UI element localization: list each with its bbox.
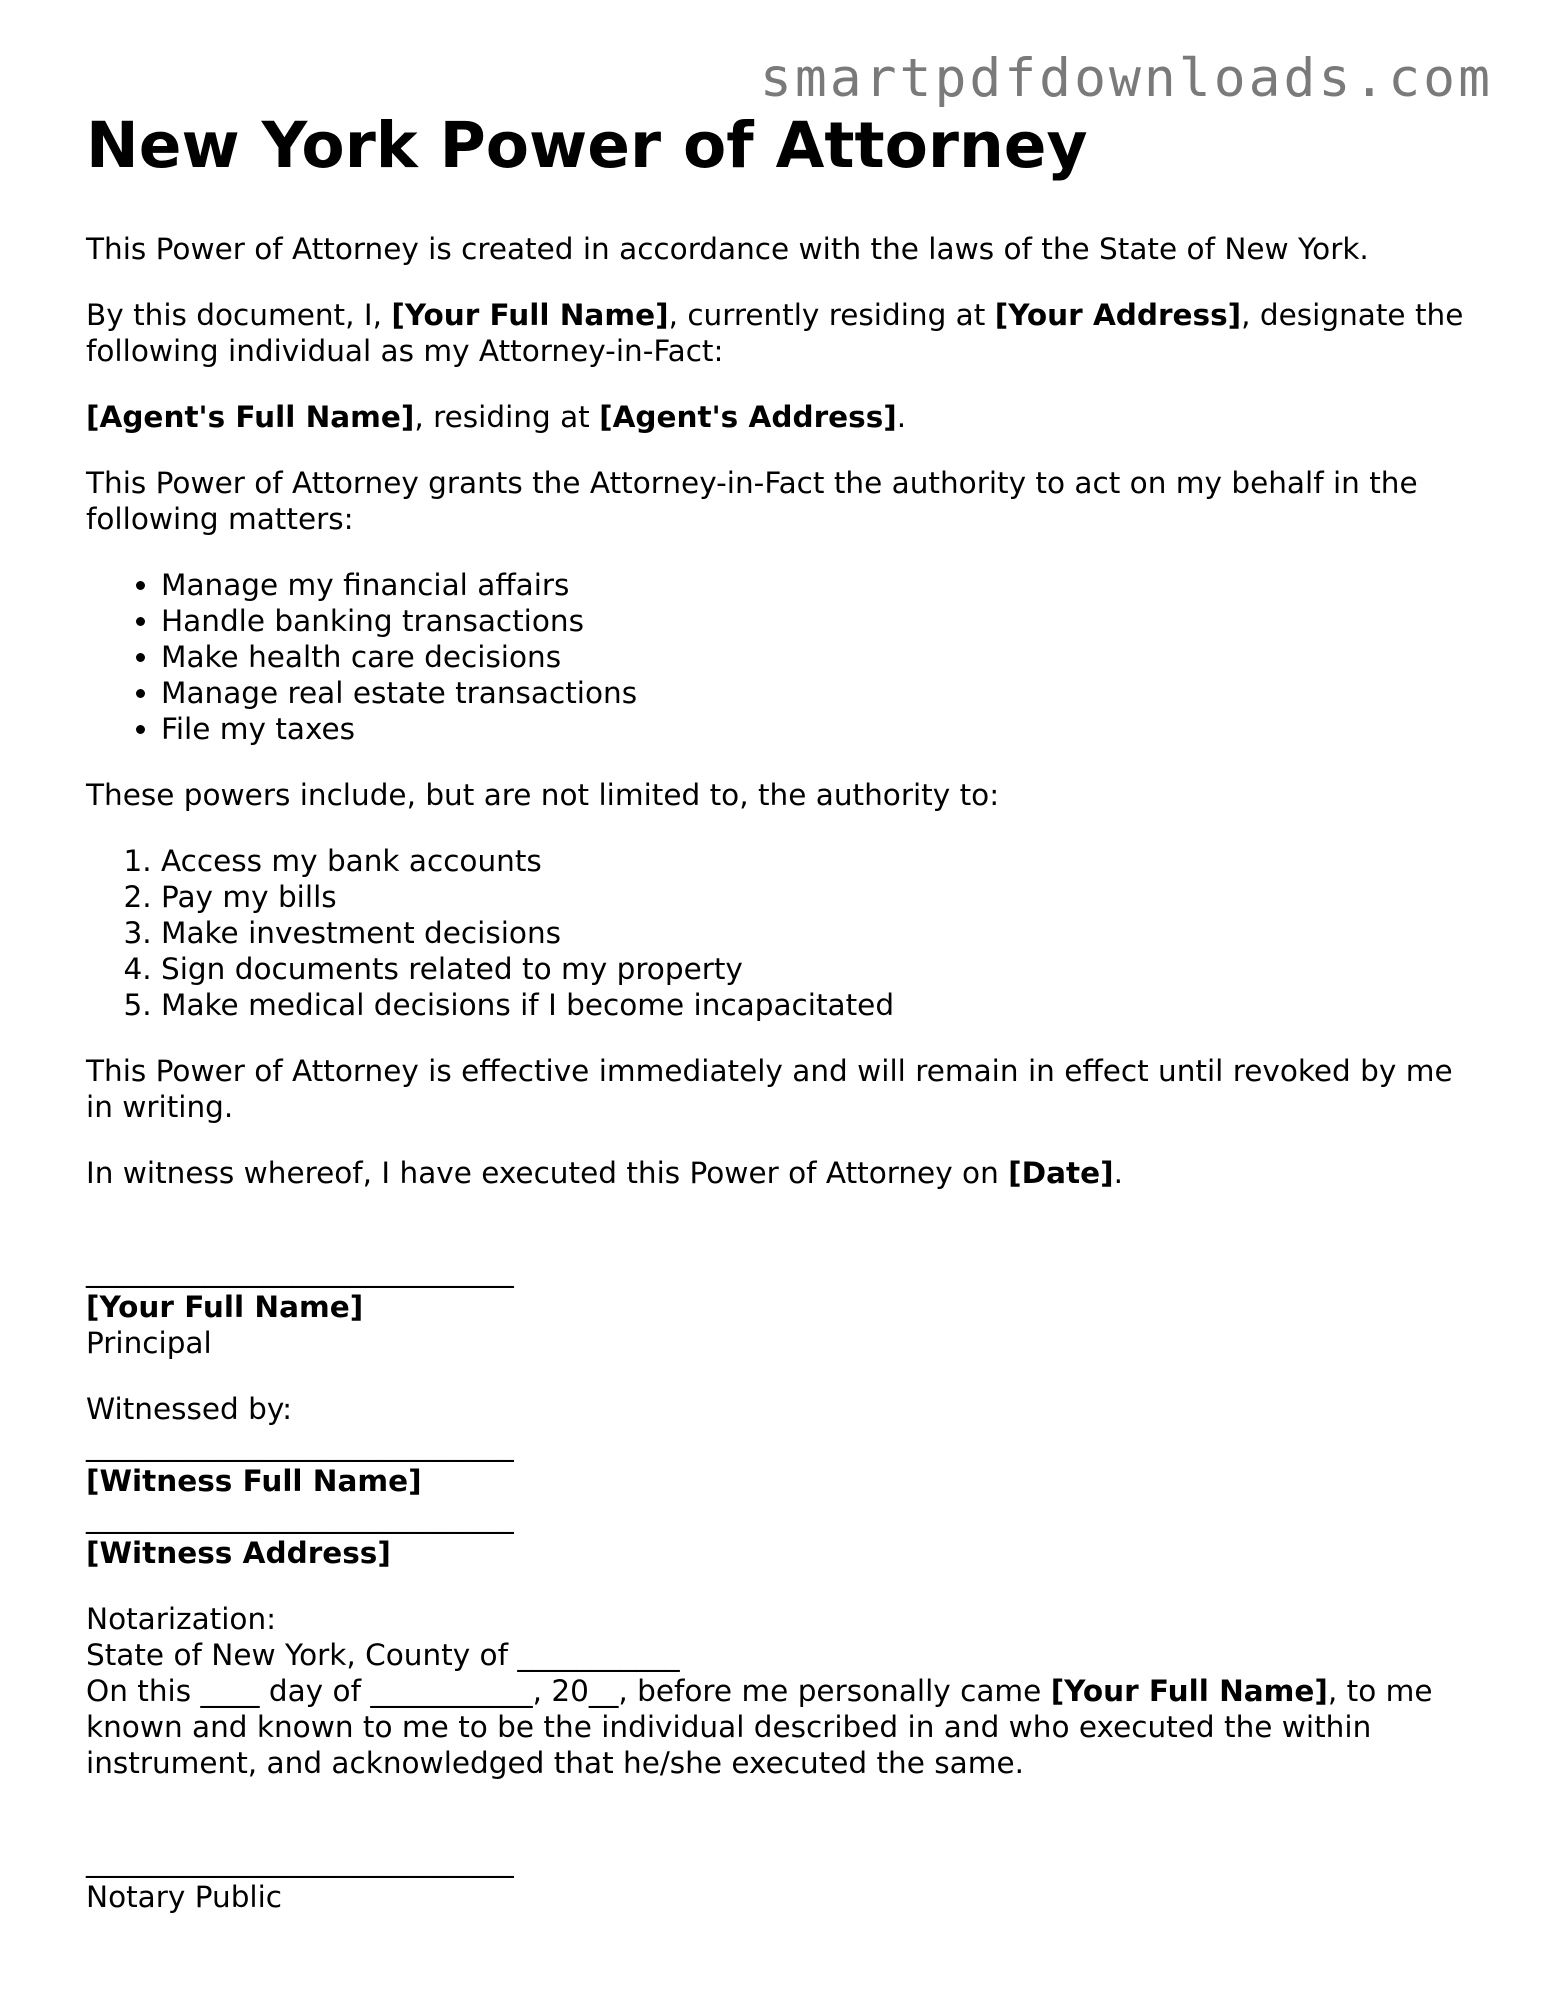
principal-signature-line: _____________________________ — [86, 1254, 514, 1288]
notarization-label: Notarization: — [86, 1602, 277, 1636]
notarization-block — [86, 1601, 1466, 1781]
list-item: • Make health care decisions — [161, 639, 1466, 675]
agent-address-placeholder: [Agent's Address] — [599, 400, 897, 434]
agent-text: , residing at — [414, 400, 600, 434]
matters-list — [86, 567, 1466, 747]
witness-name-placeholder: [Witness Full Name] — [86, 1464, 422, 1498]
witness-address-line: _____________________________ — [86, 1500, 514, 1534]
agent-name-placeholder: [Agent's Full Name] — [86, 400, 415, 434]
principal-name-placeholder: [Your Full Name] — [391, 298, 669, 332]
grant-paragraph: This Power of Attorney grants the Attorney-in-Fact the authority to act on my behalf in the following matters: — [86, 466, 1418, 536]
witness-clause-text: In witness whereof, I have executed this Power of Attorney on — [86, 1156, 1009, 1190]
list-item: 1. Access my bank accounts — [161, 843, 1466, 879]
agent-end: . — [896, 400, 907, 434]
effective-paragraph: This Power of Attorney is effective immediately and will remain in effect until revoked by me in writing. — [86, 1054, 1453, 1124]
ack-name-placeholder: [Your Full Name] — [1050, 1674, 1328, 1708]
designation-paragraph — [86, 297, 1466, 369]
principal-signature-block — [86, 1253, 1466, 1361]
watermark: smartpdfdownloads.com — [759, 48, 1493, 109]
powers-list — [86, 843, 1466, 1023]
list-item: • Handle banking transactions — [161, 603, 1466, 639]
acknowledgment-paragraph — [86, 1673, 1466, 1781]
document-title: New York Power of Attorney — [86, 109, 1088, 182]
designation-text-1: By this document, I, — [86, 298, 392, 332]
witness-name-line: _____________________________ — [86, 1428, 514, 1462]
powers-intro-paragraph: These powers include, but are not limited to, the authority to: — [86, 778, 1000, 812]
list-item: • File my taxes — [161, 711, 1466, 747]
county-line: State of New York, County of ___________ — [86, 1638, 680, 1672]
notary-signature-line: _____________________________ — [86, 1844, 514, 1878]
notary-signature-block — [86, 1843, 1466, 1915]
date-placeholder: [Date] — [1008, 1156, 1114, 1190]
ack-text-1: On this ____ day of ___________, 20__, before me personally came — [86, 1674, 1051, 1708]
list-item: 5. Make medical decisions if I become incapacitated — [161, 987, 1466, 1023]
witness-clause-paragraph — [86, 1155, 1466, 1191]
list-item: • Manage my financial affairs — [161, 567, 1466, 603]
list-item: 3. Make investment decisions — [161, 915, 1466, 951]
designation-text-2: , currently residing at — [668, 298, 995, 332]
witness-address-placeholder: [Witness Address] — [86, 1536, 391, 1570]
list-item: 2. Pay my bills — [161, 879, 1466, 915]
document-body — [86, 104, 1466, 1945]
intro-paragraph: This Power of Attorney is created in accordance with the laws of the State of New York. — [86, 232, 1369, 266]
agent-paragraph — [86, 399, 1466, 435]
ack-text-2: , to me known and known to me to be the individual described in and who executed the within instrument, and acknowledged that he/she executed the same. — [86, 1674, 1433, 1780]
principal-signature-name: [Your Full Name] — [86, 1290, 364, 1324]
designation-text-3: , designate the following individual as my Attorney-in-Fact: — [86, 298, 1464, 368]
principal-address-placeholder: [Your Address] — [994, 298, 1242, 332]
notary-role-label: Notary Public — [86, 1880, 283, 1914]
witness-block — [86, 1391, 1466, 1571]
principal-role-label: Principal — [86, 1326, 212, 1360]
witnessed-by-label: Witnessed by: — [86, 1392, 293, 1426]
list-item: 4. Sign documents related to my property — [161, 951, 1466, 987]
witness-clause-end: . — [1113, 1156, 1124, 1190]
list-item: • Manage real estate transactions — [161, 675, 1466, 711]
